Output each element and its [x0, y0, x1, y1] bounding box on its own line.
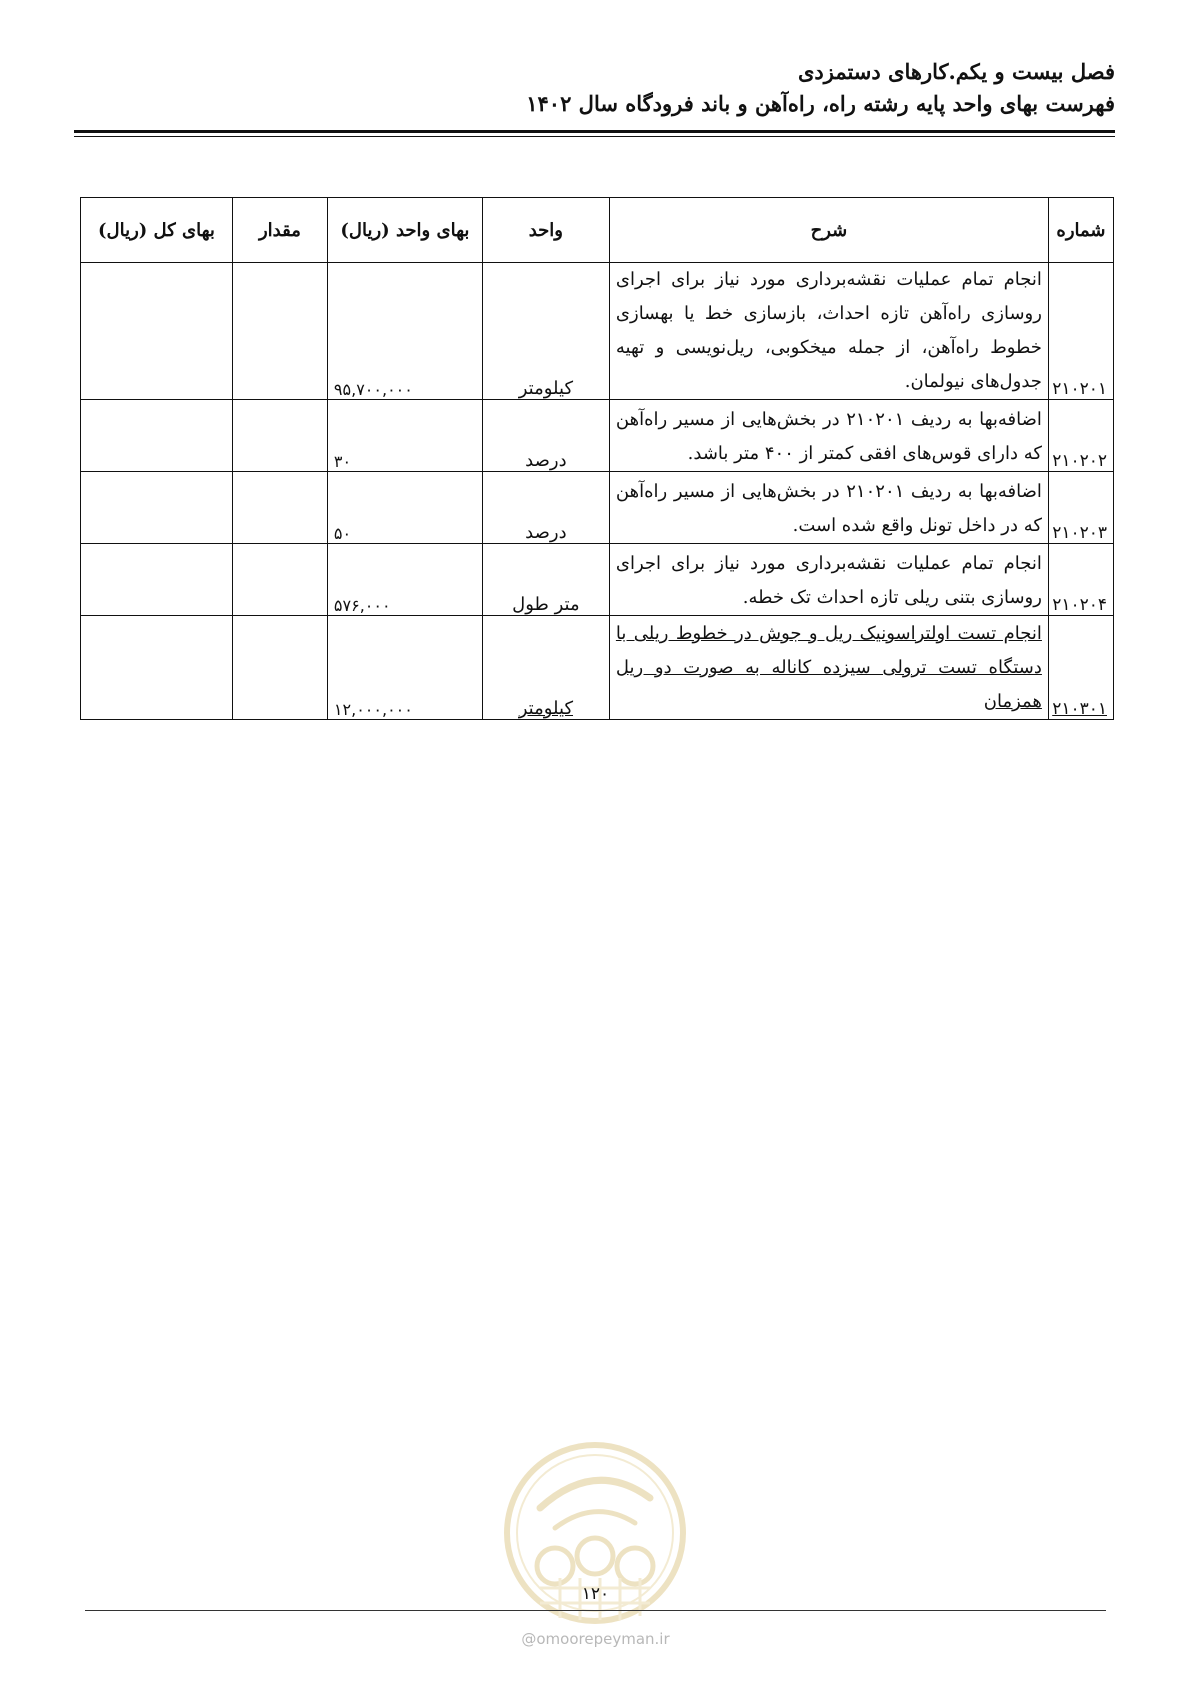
column-header-total-price: بهای کل (ریال)	[81, 198, 233, 263]
watermark-url: @omoorepeyman.ir	[521, 1630, 670, 1648]
item-number: ۲۱۰۳۰۱	[1048, 616, 1113, 720]
list-title: فهرست بهای واحد پایه رشته راه، راه‌آهن و باند فرودگاه سال ۱۴۰۲	[526, 91, 1115, 116]
item-description: اضافه‌بها به ردیف ۲۱۰۲۰۱ در بخش‌هایی از مسیر راه‌آهن که در داخل تونل واقع شده است.	[609, 472, 1048, 544]
item-unit-price: ۳۰	[327, 400, 482, 472]
item-description: اضافه‌بها به ردیف ۲۱۰۲۰۱ در بخش‌هایی از مسیر راه‌آهن که دارای قوس‌های افقی کمتر از ۴۰۰ متر باشد.	[609, 400, 1048, 472]
item-unit-price: ۱۲,۰۰۰,۰۰۰	[327, 616, 482, 720]
column-header-quantity: مقدار	[232, 198, 327, 263]
item-description: انجام تست اولتراسونیک ریل و جوش در خطوط ریلی با دستگاه تست ترولی سیزده کاناله به صورت دو ریل همزمان	[609, 616, 1048, 720]
footer-rule	[85, 1610, 1106, 1611]
column-header-unit: واحد	[482, 198, 609, 263]
table-row	[81, 616, 1114, 720]
item-unit: کیلومتر	[482, 263, 609, 400]
item-quantity	[232, 544, 327, 616]
item-description: انجام تمام عملیات نقشه‌برداری مورد نیاز برای اجرای روسازی بتنی ریلی تازه احداث تک خطه.	[609, 544, 1048, 616]
column-header-number: شماره	[1048, 198, 1113, 263]
item-unit: درصد	[482, 472, 609, 544]
item-description: انجام تمام عملیات نقشه‌برداری مورد نیاز برای اجرای روسازی راه‌آهن تازه احداث، بازسازی خط یا بهسازی خطوط راه‌آهن، از جمله میخکوبی، ریل‌نویسی و تهیه جدول‌های نیولمان.	[609, 263, 1048, 400]
table-row	[81, 544, 1114, 616]
item-quantity	[232, 472, 327, 544]
item-total-price	[81, 400, 233, 472]
item-total-price	[81, 616, 233, 720]
price-table	[80, 197, 1114, 720]
header-rule-thin	[74, 136, 1115, 137]
item-quantity	[232, 263, 327, 400]
item-number: ۲۱۰۲۰۱	[1048, 263, 1113, 400]
item-unit: درصد	[482, 400, 609, 472]
item-unit: متر طول	[482, 544, 609, 616]
header-rule-thick	[74, 130, 1115, 133]
table-row	[81, 400, 1114, 472]
item-total-price	[81, 544, 233, 616]
item-unit-price: ۹۵,۷۰۰,۰۰۰	[327, 263, 482, 400]
page-header	[76, 56, 1115, 120]
table-row	[81, 263, 1114, 400]
column-header-unit-price: بهای واحد (ریال)	[327, 198, 482, 263]
page-number: ۱۲۰	[581, 1584, 610, 1604]
item-total-price	[81, 472, 233, 544]
item-unit-price: ۵۷۶,۰۰۰	[327, 544, 482, 616]
column-header-description: شرح	[609, 198, 1048, 263]
item-unit-price: ۵۰	[327, 472, 482, 544]
item-quantity	[232, 400, 327, 472]
table-header-row	[81, 198, 1114, 263]
table-row	[81, 472, 1114, 544]
item-number: ۲۱۰۲۰۳	[1048, 472, 1113, 544]
item-total-price	[81, 263, 233, 400]
item-unit: کیلومتر	[482, 616, 609, 720]
item-quantity	[232, 616, 327, 720]
chapter-title: فصل بیست و یکم.کارهای دستمزدی	[797, 59, 1115, 84]
item-number: ۲۱۰۲۰۴	[1048, 544, 1113, 616]
item-number: ۲۱۰۲۰۲	[1048, 400, 1113, 472]
